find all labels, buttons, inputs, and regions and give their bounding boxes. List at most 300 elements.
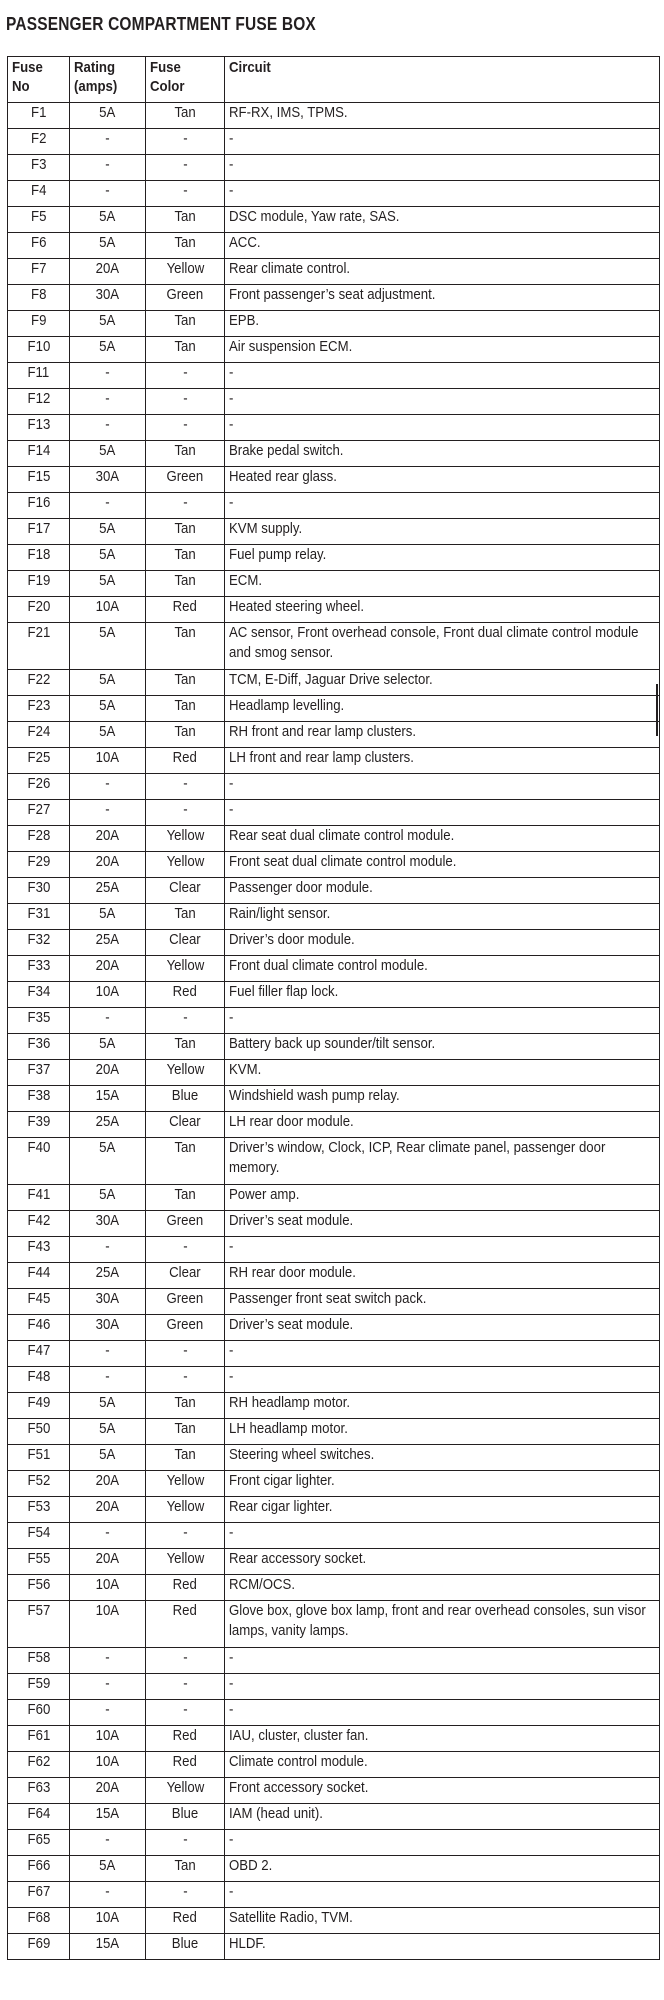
fuse-color-cell: Green: [146, 1289, 225, 1315]
fuse-color-cell: Clear: [146, 1112, 225, 1138]
table-row: [8, 1778, 660, 1804]
circuit-cell: RCM/OCS.: [225, 1575, 660, 1601]
circuit-cell: DSC module, Yaw rate, SAS.: [225, 207, 660, 233]
fuse-color-cell: Tan: [146, 1856, 225, 1882]
circuit-cell: Fuel filler flap lock.: [225, 982, 660, 1008]
header-rating: Rating (amps): [70, 57, 146, 103]
fuse-color-cell: -: [146, 389, 225, 415]
fuse-number-cell: F3: [8, 155, 70, 181]
circuit-cell: TCM, E-Diff, Jaguar Drive selector.: [225, 670, 660, 696]
fuse-color-cell: Tan: [146, 1445, 225, 1471]
fuse-number-cell: F33: [8, 956, 70, 982]
table-row: [8, 597, 660, 623]
rating-cell: 5A: [70, 670, 146, 696]
table-row: [8, 800, 660, 826]
fuse-color-cell: Yellow: [146, 852, 225, 878]
fuse-color-cell: Red: [146, 1908, 225, 1934]
table-row: [8, 722, 660, 748]
rating-cell: -: [70, 129, 146, 155]
fuse-number-cell: F30: [8, 878, 70, 904]
table-row: [8, 1601, 660, 1648]
rating-cell: 15A: [70, 1086, 146, 1112]
fuse-color-cell: Yellow: [146, 1549, 225, 1575]
fuse-color-cell: -: [146, 1367, 225, 1393]
circuit-cell: -: [225, 1700, 660, 1726]
rating-cell: 20A: [70, 1060, 146, 1086]
fuse-number-cell: F10: [8, 337, 70, 363]
rating-cell: 5A: [70, 1138, 146, 1185]
fuse-number-cell: F62: [8, 1752, 70, 1778]
fuse-number-cell: F50: [8, 1419, 70, 1445]
circuit-cell: Driver’s seat module.: [225, 1315, 660, 1341]
circuit-cell: HLDF.: [225, 1934, 660, 1960]
circuit-cell: Rain/light sensor.: [225, 904, 660, 930]
fuse-color-cell: Tan: [146, 1034, 225, 1060]
fuse-color-cell: Tan: [146, 207, 225, 233]
fuse-color-cell: Red: [146, 597, 225, 623]
page-title: PASSENGER COMPARTMENT FUSE BOX: [6, 14, 316, 34]
fuse-color-cell: -: [146, 493, 225, 519]
circuit-cell: Rear climate control.: [225, 259, 660, 285]
fuse-number-cell: F55: [8, 1549, 70, 1575]
fuse-number-cell: F29: [8, 852, 70, 878]
circuit-cell: RH rear door module.: [225, 1263, 660, 1289]
fuse-color-cell: Yellow: [146, 1471, 225, 1497]
fuse-number-cell: F36: [8, 1034, 70, 1060]
rating-cell: -: [70, 181, 146, 207]
table-row: [8, 1700, 660, 1726]
circuit-cell: Driver’s window, Clock, ICP, Rear climate panel, passenger door memory.: [225, 1138, 660, 1185]
rating-cell: -: [70, 1674, 146, 1700]
rating-cell: 20A: [70, 1471, 146, 1497]
table-row: [8, 1497, 660, 1523]
fuse-color-cell: -: [146, 181, 225, 207]
rating-cell: 5A: [70, 1856, 146, 1882]
fuse-color-cell: Tan: [146, 103, 225, 129]
fuse-number-cell: F65: [8, 1830, 70, 1856]
circuit-cell: Front accessory socket.: [225, 1778, 660, 1804]
fuse-color-cell: Blue: [146, 1934, 225, 1960]
table-row: [8, 1263, 660, 1289]
circuit-cell: Fuel pump relay.: [225, 545, 660, 571]
rating-cell: 5A: [70, 545, 146, 571]
rating-cell: -: [70, 155, 146, 181]
fuse-color-cell: -: [146, 1523, 225, 1549]
rating-cell: -: [70, 800, 146, 826]
fuse-color-cell: Yellow: [146, 956, 225, 982]
table-row: [8, 519, 660, 545]
fuse-color-cell: Clear: [146, 1263, 225, 1289]
fuse-color-cell: -: [146, 1882, 225, 1908]
table-row: [8, 774, 660, 800]
rating-cell: 20A: [70, 956, 146, 982]
rating-cell: 20A: [70, 852, 146, 878]
table-row: [8, 207, 660, 233]
table-row: [8, 155, 660, 181]
rating-cell: -: [70, 493, 146, 519]
fuse-color-cell: Blue: [146, 1086, 225, 1112]
table-row: [8, 1112, 660, 1138]
fuse-number-cell: F58: [8, 1648, 70, 1674]
table-row: [8, 259, 660, 285]
circuit-cell: KVM supply.: [225, 519, 660, 545]
circuit-cell: Rear cigar lighter.: [225, 1497, 660, 1523]
rating-cell: 10A: [70, 982, 146, 1008]
rating-cell: 15A: [70, 1804, 146, 1830]
fuse-color-cell: Tan: [146, 1419, 225, 1445]
table-row: [8, 233, 660, 259]
rating-cell: 20A: [70, 1778, 146, 1804]
fuse-number-cell: F43: [8, 1237, 70, 1263]
table-row: [8, 285, 660, 311]
fuse-number-cell: F13: [8, 415, 70, 441]
rating-cell: -: [70, 774, 146, 800]
circuit-cell: AC sensor, Front overhead console, Front dual climate control module and smog sensor.: [225, 623, 660, 670]
table-row: [8, 1908, 660, 1934]
fuse-number-cell: F53: [8, 1497, 70, 1523]
fuse-number-cell: F35: [8, 1008, 70, 1034]
fuse-number-cell: F26: [8, 774, 70, 800]
fuse-number-cell: F5: [8, 207, 70, 233]
fuse-number-cell: F51: [8, 1445, 70, 1471]
circuit-cell: -: [225, 1882, 660, 1908]
table-row: [8, 467, 660, 493]
header-circuit: Circuit: [225, 57, 660, 103]
rating-cell: 5A: [70, 519, 146, 545]
header-fuse-color: Fuse Color: [146, 57, 225, 103]
fuse-color-cell: Green: [146, 1211, 225, 1237]
circuit-cell: RF-RX, IMS, TPMS.: [225, 103, 660, 129]
table-row: [8, 1419, 660, 1445]
fuse-number-cell: F23: [8, 696, 70, 722]
fuse-number-cell: F8: [8, 285, 70, 311]
table-row: [8, 956, 660, 982]
fuse-color-cell: Tan: [146, 670, 225, 696]
fuse-color-cell: -: [146, 1648, 225, 1674]
rating-cell: 5A: [70, 904, 146, 930]
table-row: [8, 1445, 660, 1471]
fuse-number-cell: F19: [8, 571, 70, 597]
fuse-color-cell: -: [146, 415, 225, 441]
table-row: [8, 1138, 660, 1185]
table-row: [8, 852, 660, 878]
circuit-cell: RH headlamp motor.: [225, 1393, 660, 1419]
rating-cell: 10A: [70, 1752, 146, 1778]
fuse-color-cell: Yellow: [146, 1778, 225, 1804]
table-row: [8, 1856, 660, 1882]
circuit-cell: Heated steering wheel.: [225, 597, 660, 623]
circuit-cell: -: [225, 363, 660, 389]
circuit-cell: LH front and rear lamp clusters.: [225, 748, 660, 774]
circuit-cell: -: [225, 1367, 660, 1393]
rating-cell: 10A: [70, 597, 146, 623]
circuit-cell: IAM (head unit).: [225, 1804, 660, 1830]
fuse-number-cell: F1: [8, 103, 70, 129]
table-row: [8, 311, 660, 337]
fuse-color-cell: Tan: [146, 904, 225, 930]
rating-cell: -: [70, 1237, 146, 1263]
table-row: [8, 1008, 660, 1034]
fuse-number-cell: F27: [8, 800, 70, 826]
table-row: [8, 1549, 660, 1575]
circuit-cell: -: [225, 129, 660, 155]
fuse-number-cell: F69: [8, 1934, 70, 1960]
fuse-number-cell: F12: [8, 389, 70, 415]
fuse-color-cell: Red: [146, 982, 225, 1008]
fuse-color-cell: Tan: [146, 441, 225, 467]
table-row: [8, 930, 660, 956]
rating-cell: 30A: [70, 1315, 146, 1341]
circuit-cell: Front dual climate control module.: [225, 956, 660, 982]
fuse-number-cell: F7: [8, 259, 70, 285]
rating-cell: 5A: [70, 623, 146, 670]
table-row: [8, 1034, 660, 1060]
fuse-color-cell: Tan: [146, 1185, 225, 1211]
table-row: [8, 545, 660, 571]
fuse-color-cell: -: [146, 1237, 225, 1263]
circuit-cell: IAU, cluster, cluster fan.: [225, 1726, 660, 1752]
fuse-color-cell: Yellow: [146, 1497, 225, 1523]
fuse-number-cell: F61: [8, 1726, 70, 1752]
circuit-cell: Driver’s seat module.: [225, 1211, 660, 1237]
table-row: [8, 1830, 660, 1856]
fuse-color-cell: -: [146, 1341, 225, 1367]
table-row: [8, 103, 660, 129]
rating-cell: 10A: [70, 1601, 146, 1648]
rating-cell: -: [70, 1700, 146, 1726]
fuse-number-cell: F63: [8, 1778, 70, 1804]
circuit-cell: -: [225, 1830, 660, 1856]
rating-cell: 10A: [70, 748, 146, 774]
rating-cell: -: [70, 1367, 146, 1393]
table-row: [8, 748, 660, 774]
circuit-cell: -: [225, 155, 660, 181]
fuse-color-cell: -: [146, 129, 225, 155]
table-row: [8, 1393, 660, 1419]
circuit-cell: OBD 2.: [225, 1856, 660, 1882]
fuse-number-cell: F54: [8, 1523, 70, 1549]
fuse-number-cell: F49: [8, 1393, 70, 1419]
fuse-color-cell: Tan: [146, 519, 225, 545]
rating-cell: 25A: [70, 1112, 146, 1138]
fuse-color-cell: Tan: [146, 696, 225, 722]
fuse-color-cell: -: [146, 363, 225, 389]
fuse-number-cell: F45: [8, 1289, 70, 1315]
fuse-number-cell: F67: [8, 1882, 70, 1908]
table-row: [8, 1648, 660, 1674]
fuse-number-cell: F47: [8, 1341, 70, 1367]
circuit-cell: Passenger front seat switch pack.: [225, 1289, 660, 1315]
fuse-color-cell: Tan: [146, 337, 225, 363]
rating-cell: 5A: [70, 571, 146, 597]
circuit-cell: ACC.: [225, 233, 660, 259]
table-row: [8, 1185, 660, 1211]
rating-cell: 10A: [70, 1908, 146, 1934]
fuse-number-cell: F66: [8, 1856, 70, 1882]
table-row: [8, 1882, 660, 1908]
fuse-table: [7, 56, 660, 1960]
circuit-cell: -: [225, 1008, 660, 1034]
fuse-number-cell: F24: [8, 722, 70, 748]
table-row: [8, 181, 660, 207]
rating-cell: 25A: [70, 930, 146, 956]
rating-cell: 30A: [70, 285, 146, 311]
fuse-number-cell: F14: [8, 441, 70, 467]
circuit-cell: Passenger door module.: [225, 878, 660, 904]
fuse-color-cell: Green: [146, 1315, 225, 1341]
circuit-cell: Windshield wash pump relay.: [225, 1086, 660, 1112]
fuse-color-cell: -: [146, 800, 225, 826]
fuse-number-cell: F20: [8, 597, 70, 623]
fuse-color-cell: Tan: [146, 233, 225, 259]
table-row: [8, 1341, 660, 1367]
fuse-color-cell: Red: [146, 1601, 225, 1648]
rating-cell: 15A: [70, 1934, 146, 1960]
fuse-number-cell: F64: [8, 1804, 70, 1830]
rating-cell: 5A: [70, 103, 146, 129]
table-row: [8, 1211, 660, 1237]
fuse-color-cell: Yellow: [146, 1060, 225, 1086]
rating-cell: 20A: [70, 259, 146, 285]
table-row: [8, 337, 660, 363]
fuse-number-cell: F60: [8, 1700, 70, 1726]
rating-cell: -: [70, 1341, 146, 1367]
fuse-number-cell: F17: [8, 519, 70, 545]
circuit-cell: -: [225, 1237, 660, 1263]
rating-cell: 25A: [70, 878, 146, 904]
table-row: [8, 1289, 660, 1315]
circuit-cell: KVM.: [225, 1060, 660, 1086]
rating-cell: 20A: [70, 826, 146, 852]
fuse-color-cell: -: [146, 1700, 225, 1726]
fuse-number-cell: F41: [8, 1185, 70, 1211]
table-row: [8, 878, 660, 904]
fuse-color-cell: Red: [146, 1575, 225, 1601]
fuse-number-cell: F37: [8, 1060, 70, 1086]
rating-cell: 25A: [70, 1263, 146, 1289]
fuse-number-cell: F32: [8, 930, 70, 956]
fuse-number-cell: F31: [8, 904, 70, 930]
rating-cell: 30A: [70, 1289, 146, 1315]
fuse-color-cell: Clear: [146, 930, 225, 956]
circuit-cell: -: [225, 181, 660, 207]
rating-cell: -: [70, 415, 146, 441]
circuit-cell: Brake pedal switch.: [225, 441, 660, 467]
fuse-color-cell: Tan: [146, 722, 225, 748]
table-row: [8, 623, 660, 670]
rating-cell: 20A: [70, 1497, 146, 1523]
rating-cell: -: [70, 1523, 146, 1549]
fuse-number-cell: F38: [8, 1086, 70, 1112]
rating-cell: 20A: [70, 1549, 146, 1575]
table-row: [8, 696, 660, 722]
fuse-color-cell: Tan: [146, 1393, 225, 1419]
circuit-cell: Glove box, glove box lamp, front and rear overhead consoles, sun visor lamps, vanity lamps.: [225, 1601, 660, 1648]
fuse-color-cell: Tan: [146, 1138, 225, 1185]
fuse-color-cell: -: [146, 1674, 225, 1700]
fuse-number-cell: F16: [8, 493, 70, 519]
fuse-color-cell: Tan: [146, 571, 225, 597]
circuit-cell: Rear accessory socket.: [225, 1549, 660, 1575]
fuse-color-cell: -: [146, 1008, 225, 1034]
rating-cell: 10A: [70, 1726, 146, 1752]
fuse-color-cell: Tan: [146, 623, 225, 670]
rating-cell: -: [70, 1830, 146, 1856]
table-row: [8, 1086, 660, 1112]
table-row: [8, 363, 660, 389]
circuit-cell: -: [225, 800, 660, 826]
fuse-number-cell: F46: [8, 1315, 70, 1341]
table-header: [8, 57, 660, 103]
table-row: [8, 129, 660, 155]
table-row: [8, 571, 660, 597]
table-row: [8, 389, 660, 415]
circuit-cell: Rear seat dual climate control module.: [225, 826, 660, 852]
fuse-number-cell: F42: [8, 1211, 70, 1237]
rating-cell: 30A: [70, 467, 146, 493]
table-row: [8, 493, 660, 519]
table-row: [8, 1575, 660, 1601]
table-row: [8, 670, 660, 696]
circuit-cell: -: [225, 1674, 660, 1700]
table-row: [8, 1367, 660, 1393]
circuit-cell: Battery back up sounder/tilt sensor.: [225, 1034, 660, 1060]
circuit-cell: Climate control module.: [225, 1752, 660, 1778]
fuse-number-cell: F9: [8, 311, 70, 337]
circuit-cell: Front cigar lighter.: [225, 1471, 660, 1497]
fuse-number-cell: F6: [8, 233, 70, 259]
circuit-cell: LH headlamp motor.: [225, 1419, 660, 1445]
fuse-number-cell: F11: [8, 363, 70, 389]
table-row: [8, 1315, 660, 1341]
fuse-color-cell: Yellow: [146, 826, 225, 852]
rating-cell: 5A: [70, 1393, 146, 1419]
circuit-cell: Steering wheel switches.: [225, 1445, 660, 1471]
table-row: [8, 1060, 660, 1086]
circuit-cell: Front seat dual climate control module.: [225, 852, 660, 878]
fuse-number-cell: F40: [8, 1138, 70, 1185]
circuit-cell: Front passenger’s seat adjustment.: [225, 285, 660, 311]
rating-cell: 30A: [70, 1211, 146, 1237]
circuit-cell: -: [225, 415, 660, 441]
fuse-number-cell: F48: [8, 1367, 70, 1393]
table-row: [8, 982, 660, 1008]
table-row: [8, 1471, 660, 1497]
fuse-number-cell: F59: [8, 1674, 70, 1700]
table-row: [8, 1726, 660, 1752]
fuse-color-cell: -: [146, 155, 225, 181]
fuse-number-cell: F2: [8, 129, 70, 155]
fuse-number-cell: F39: [8, 1112, 70, 1138]
rating-cell: 5A: [70, 311, 146, 337]
rating-cell: 5A: [70, 1419, 146, 1445]
table-body: [8, 103, 660, 1960]
fuse-number-cell: F28: [8, 826, 70, 852]
table-row: [8, 1804, 660, 1830]
rating-cell: -: [70, 389, 146, 415]
fuse-number-cell: F22: [8, 670, 70, 696]
rating-cell: 5A: [70, 722, 146, 748]
circuit-cell: LH rear door module.: [225, 1112, 660, 1138]
rating-cell: 5A: [70, 1445, 146, 1471]
fuse-color-cell: Red: [146, 1726, 225, 1752]
fuse-number-cell: F15: [8, 467, 70, 493]
circuit-cell: Satellite Radio, TVM.: [225, 1908, 660, 1934]
rating-cell: 5A: [70, 1185, 146, 1211]
circuit-cell: EPB.: [225, 311, 660, 337]
fuse-color-cell: Red: [146, 1752, 225, 1778]
table-row: [8, 826, 660, 852]
